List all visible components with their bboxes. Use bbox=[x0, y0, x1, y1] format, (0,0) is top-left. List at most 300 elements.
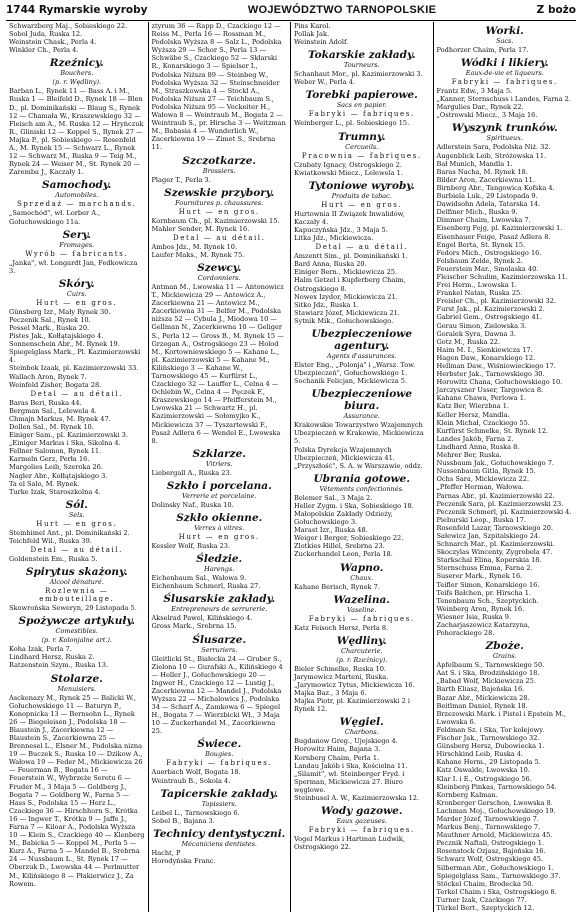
listing-entry: Nussenbaum Gitla, Rynek 15. bbox=[436, 467, 536, 476]
section-subtitle: Chaux. bbox=[350, 573, 374, 582]
listing-entry: Einiger Bern., Mickiewicza 25. bbox=[294, 268, 398, 277]
header-title: WOJEWÓDZTWO TARNOPOLSKIE bbox=[247, 4, 437, 16]
listing-entry: Gabriel Gem., Ostrogskiego 41. bbox=[436, 313, 542, 322]
listing-entry: „Pfeffer Herman, Wałowa. bbox=[436, 483, 524, 492]
subsection-label: Detal — au détail. bbox=[173, 233, 266, 242]
subsection-label: Hurt — en gros. bbox=[321, 200, 403, 209]
listing-entry: Klein Michał, Czackiego 55. bbox=[436, 418, 530, 427]
listing-entry: Kessler Wolf, Ruska 23. bbox=[151, 542, 231, 551]
section-subtitle: Vitriers. bbox=[205, 459, 233, 468]
listing-entry: Sałewicz Jan, Szpitalskiego 24. bbox=[436, 531, 541, 540]
listing-entry: Bieler Schmelke, Ruska 10. bbox=[294, 664, 387, 673]
subsection-label: Fabryki — fabriques. bbox=[308, 110, 415, 119]
subsection-label: Pracownia — fabriques. bbox=[301, 151, 422, 160]
section-heading: Szczotkarze. bbox=[182, 154, 257, 167]
listing-entry: Baras Nacha, M. Rynek 18. bbox=[436, 167, 528, 176]
section-heading: Stolarze. bbox=[50, 672, 103, 685]
listing-entry: Mehrer Ber, Ruska. bbox=[436, 451, 502, 460]
subsection-label: Rozlewnia — embouteillage. bbox=[39, 587, 115, 604]
listing-entry: Apfelbaum S., Tarnowskiego 50. bbox=[436, 661, 545, 670]
subsection-label: Wyrób — fabricants. bbox=[25, 249, 129, 258]
subsection-label: Hurt — en gros. bbox=[178, 207, 260, 216]
listing-entry: Weintraub B., Sokola 4. bbox=[151, 776, 231, 785]
listing-entry: Dolinsky Naf., Ruska 10. bbox=[151, 500, 234, 509]
directory-page bbox=[6, 4, 576, 912]
subsection-label: Hurt — en gros. bbox=[36, 519, 118, 528]
section-heading: Szewskie przybory. bbox=[164, 186, 275, 199]
listing-entry: Wiesner Isia, Ruska 9. bbox=[436, 612, 512, 621]
listing-entry: Akselrad Pawel, Kilińskiego 4. bbox=[151, 614, 253, 623]
section-heading: Świece. bbox=[197, 738, 242, 751]
header-left: 1744 Rymarskie wyroby bbox=[6, 4, 148, 16]
listing-entry: Steinbok Izaak, pl. Kazimierzowski 33. bbox=[9, 364, 139, 373]
listing-entry: Pollak Jak. bbox=[294, 30, 330, 39]
section-subtitle: Entrepreneurs de serrurerie. bbox=[171, 605, 268, 614]
section-subtitle: Agents d'assurances. bbox=[326, 351, 397, 360]
section-subtitle: Fromages. bbox=[59, 240, 95, 249]
section-heading: Wódki i likiery. bbox=[460, 57, 549, 70]
listing-entry: Katz Feisoch Hersz, Perla 8. bbox=[294, 623, 389, 632]
listing-entry: Katz Ber, Wierzbna 1. bbox=[436, 402, 510, 411]
listing-entry: Kornbaum Ch., pl. Kazimierzowski 15. bbox=[151, 216, 280, 225]
listing-entry: Hurtownia II Związek Inwalidów, Kaczały 4. bbox=[294, 209, 405, 226]
section-heading: Torebki papierowe. bbox=[305, 89, 418, 102]
listing-entry: Zacharjaszewicz Katarzyna, Pohorackiego 28. bbox=[436, 621, 530, 638]
section-subtitle: (p. r. Rzeźnicy). bbox=[336, 655, 388, 664]
listing-entry: Fleischer Schulim, Kazimierzowska 11. bbox=[436, 272, 568, 281]
listing-entry: Keller Hersz, Mandla. bbox=[436, 410, 510, 419]
listing-entry: Starkschal Elina, Koperskia 18. bbox=[436, 556, 542, 565]
listing-entry: Silberman Abr., Gołuchowskiego 1. bbox=[436, 863, 554, 872]
listing-entry: Baras Beri, Ruska 44. bbox=[9, 398, 82, 407]
listing-entry: Litka Jdz., Mickiewicza. bbox=[294, 234, 374, 243]
listing-entry: Mauthner Arnold, Mickiewicza 45. bbox=[436, 831, 553, 840]
listing-entry: Asckenazy M., Rynek 25 — Balicki W., Gołuchowskiego 11 — Baturyn P., Konopnicka 13 — Bernsohn L., Rynek 26 — Biegeleisen J., Podolska 18 — Blaustein J., Zacerkiewna 12 — Blaustein S., Zacerkiewna 25 — Brennesel L., Elsner M., Podolska nizna 19 — Buczek S., Ruska 10 — Dzikow A., Wałowa 19 — Feder M., Mickiewicza 26 — Feuerman B., Bogata 16 — Feuerstein W., Wybrzeże Seretu 6 — Fruder M., 3 Maja 5 — Goldberg J., Bogata 7 — Goldberg W., Farna 5 — Hass S., Podolska 15 — Herz L., Czackiego 36 — Hirschhorn S., Krótka 16 — Ingwer T., Krótka 9 — Jaffe J., Farna 7 — Kiloar A., Podolska Wyższa 10 — Klein S., Czackiego 40 — Klenberg M., Babicka 5 — Koppel M., Perla 5 — Kurz A., Farna 5 — Mandel B., Srebrna 24 — Nussbaum Ł., St. Rynek 17 — Oberzuk D., Lwowska 44 — Perlmutter M., Kilińskiego 8 — Płakierwicz J., Za Rowem. bbox=[9, 693, 145, 888]
listing-entry: Steinhimel Ant., pl. Dominikański 2. bbox=[9, 528, 130, 537]
section-subtitle: Sacs. bbox=[496, 37, 514, 45]
section-subtitle: Sels. bbox=[68, 510, 85, 519]
listing-entry: Skowrońska Seweryn, 29 Listopada 5. bbox=[9, 604, 137, 613]
section-heading: Szkło okienne. bbox=[176, 512, 263, 525]
listing-entry: Adlerstein Sara, Podolska Niż. 32. bbox=[436, 143, 551, 152]
listing-entry: Spiegelglass Mark., Pl. Kazimierzowski 4. bbox=[9, 348, 141, 365]
listing-entry: Goralek Syra, Dawna 3. bbox=[436, 329, 516, 338]
listing-entry: Engel Berta, St. Rynek 15. bbox=[436, 240, 526, 249]
listing-entry: Vogel Markus i Hartman Ludwik, Ostrogskiego 22. bbox=[294, 835, 405, 852]
listing-entry: „Kanner, Sternschuss i Landes, Farna 2. bbox=[436, 95, 571, 104]
listing-entry: Teifler Simon, Konarskiego 16. bbox=[436, 580, 540, 589]
listing-entry: „Silamit", wł. Steinberger Fryd. i Sperman, Mickiewicza 27. Biuro węglowe. bbox=[294, 769, 405, 794]
listing-entry: Zuckerhandel Leon, Perla 18. bbox=[294, 550, 393, 559]
page-header bbox=[6, 4, 576, 21]
section-heading: Wody gazowe. bbox=[320, 805, 403, 818]
listing-entry: Zlotkies Hillel, Srebrna 23. bbox=[294, 542, 385, 551]
subsection-label: Fabryki — fabriques. bbox=[308, 826, 415, 835]
section-heading: Trumny. bbox=[337, 130, 386, 143]
listing-entry: Lachman Moj., Gołuchowskiego 19. bbox=[436, 806, 556, 815]
subsection-label: Sprzedaż — marchands. bbox=[17, 200, 137, 209]
listing-entry: Feuerstein Mar., Smolaska 40. bbox=[436, 264, 539, 273]
listing-entry: Dimmer Chaim, Lwowska 7. bbox=[436, 216, 531, 225]
listing-entry: Frankel Natan, Ruska 25. bbox=[436, 289, 523, 298]
listing-entry: Ratzenstein Szym., Ruska 13. bbox=[9, 661, 109, 670]
section-subtitle: Spiritueux. bbox=[486, 134, 523, 143]
section-heading: Wazelina. bbox=[333, 593, 390, 606]
listing-entry: Pistes Jak., Kołłątajskiego 4. bbox=[9, 332, 104, 341]
section-subtitle: Comestibles. bbox=[55, 627, 98, 636]
listing-entry: „Przyszłość", S. A. w Warszawie, oddz. bbox=[294, 461, 423, 470]
listing-entry: Schanhaut Mor., pl. Kazimierzowski 3. bbox=[294, 70, 423, 79]
listing-entry: Weber W., Perla 4. bbox=[294, 78, 356, 87]
listing-entry: Laufer Maks., M. Rynek 75. bbox=[151, 250, 245, 259]
subsection-label: Detal — au détail. bbox=[30, 389, 123, 398]
section-heading: Tokarskie zakłady. bbox=[307, 49, 416, 62]
listing-entry: Stöckel Chaim, Brodecka 50. bbox=[436, 879, 534, 888]
column-3 bbox=[291, 22, 434, 912]
subsection-label: Hurt — en gros. bbox=[36, 298, 118, 307]
listing-entry: Birnberg Abr., Tangowica Kofska 4. bbox=[436, 183, 555, 192]
section-heading: Worki. bbox=[485, 25, 524, 37]
listing-entry: Horowitz Chana, Gołuchowskiego 10. bbox=[436, 378, 563, 387]
section-subtitle: Produits de tabac. bbox=[331, 191, 392, 200]
listing-entry: Weinberg Aron, Rynek 16. bbox=[436, 604, 525, 613]
listing-entry: Gross Mark., Srebrna 15. bbox=[151, 622, 237, 631]
section-subtitle: (p. r. Wędliny). bbox=[52, 78, 102, 87]
listing-entry: Ochs Sara, Mickiewicza 22. bbox=[436, 475, 530, 484]
listing-entry: Rosenfeld Lazar, Tarnowskiego 20. bbox=[436, 523, 554, 532]
section-subtitle: Eaux-de-vie et liqueurs. bbox=[465, 69, 544, 78]
listing-entry: Barban L., Rynek 11 — Bass A. i M., Ruska 1 — Bleifeld D., Rynek 18 — Blen D., pl. Dominikański — Blaug S., Rynek 12 — Chamała W., Kraszewskiego 32 — Fleisch am A., M. Ruska 12 — Hryńczuk R., Gliniski 12 — Koppel S., Rynek 27 — Majka P., pl. Sobieskiego — Rosenfeld A., M. Rynek 15 — Schwarz L., Rynek 12 — Schwarz M., Ruska 9 — Teig M., Rynek 24 — Weiser M., St. Rynek 20 — Zaremba J., Kaczały 1. bbox=[9, 87, 144, 177]
listing-entry: Chmajn Markus, M. Rynek 47. bbox=[9, 414, 111, 423]
listing-entry: Suserer Mark., Rynek 16. bbox=[436, 572, 523, 581]
listing-entry: Fellner Salomon, Rynek 11. bbox=[9, 447, 102, 456]
listing-entry: Weinfeld Zisher, Bogata 28. bbox=[9, 380, 102, 389]
listing-entry: Kornberg Chaim, Perla 1. bbox=[294, 753, 380, 762]
listing-entry: Kleinberg Pinkas, Tarnowskiego 54. bbox=[436, 782, 557, 791]
section-heading: Śledzie. bbox=[196, 553, 243, 566]
listing-entry: Sternschuss Emma, Farna 2. bbox=[436, 564, 533, 573]
listing-entry: Turner Izak, Czackiego 77. bbox=[436, 895, 527, 904]
listing-entry: Gotz M., Ruska 22. bbox=[436, 337, 501, 346]
section-subtitle: Verrerie et porcelaine. bbox=[182, 491, 257, 500]
listing-entry: Teichfeld Wil., Ruska 39. bbox=[9, 536, 92, 545]
listing-entry: „Samochód", wł. Lorber A., Gołuchowskiego 11a. bbox=[9, 209, 101, 226]
section-subtitle: Fournitures p. chaussures. bbox=[175, 198, 264, 207]
section-heading: Wapno. bbox=[340, 561, 384, 574]
listing-entry: Bergman Sal., Lelewela 4. bbox=[9, 406, 97, 415]
column-2 bbox=[149, 22, 292, 912]
columns bbox=[6, 22, 576, 912]
listing-entry: Nagler Abr., Kołłątajskiego 3. bbox=[9, 471, 108, 480]
listing-entry: Podhorzer Chaim, Perla 17. bbox=[436, 46, 529, 54]
section-heading: Szklarze. bbox=[192, 447, 246, 460]
listing-entry: Kwiatkowski Miecz., Lelewela 1. bbox=[294, 168, 403, 177]
listing-entry: Horodyńska Franc. bbox=[151, 856, 216, 865]
section-subtitle: Bouchers. bbox=[60, 69, 94, 78]
section-subtitle: Automobiles. bbox=[55, 191, 99, 200]
listing-entry: ztyrum 36 — Rapp D., Czackiego 12 — Reiss M., Perla 16 — Rossman M., Podolska Wyższa 8 — Salz L., Podolska Wyższa 29 — Schor S., Perla 13 — Schwäbe S., Czackiego 52 — Skłarski R., Konarskiego 3 — Spielser I., Podolska Niższa 89 — Steinbeg W., Podolska Wyższa 32 — Steinschneider M., Straszkowska 4 — Stockl A., Podolska Niższa 27 — Teichbaum S., Podolska Niższa 95 — Veckeiter H., Wałowa 8 — Weintraub M., Bogata 2 — Weintraub S., pr. Hirscha 3 — Weitzman M., Babasia 4 — Wunderlich W., Zacerkiewna 19 — Zimet S., Srebrna 11. bbox=[151, 22, 286, 152]
subsection-label: Fabryki — fabriques. bbox=[308, 614, 415, 623]
listing-entry: Lindhard Anna, Ruska 8. bbox=[436, 442, 520, 451]
listing-entry: „Janka", wł. Longardt Jan, Fedkowicza 3. bbox=[9, 258, 138, 275]
section-subtitle: Grains. bbox=[492, 652, 517, 661]
section-subtitle: Charcuterie. bbox=[340, 646, 383, 655]
listing-entry: Sytnik Mik., Gołuchowskiego. bbox=[294, 316, 394, 325]
listing-entry: Gerau Simon, Zielowska 3. bbox=[436, 321, 527, 330]
section-subtitle: Brossiers. bbox=[202, 166, 236, 175]
listing-entry: Karmeln Gerz, Perła 16. bbox=[9, 455, 90, 464]
listing-entry: Skoczylas Wincenty, Zygrobela 47. bbox=[436, 548, 553, 557]
listing-entry: Frei Herm., Lwowska 1. bbox=[436, 281, 518, 290]
section-heading: Sól. bbox=[65, 498, 88, 511]
section-subtitle: Alcool dénaturé. bbox=[49, 578, 104, 587]
listing-entry: „Einiger Markus i Ska, Sikolna 4. bbox=[9, 439, 121, 448]
section-subtitle: Bougies. bbox=[205, 750, 234, 759]
listing-entry: Haim M. I., Sienkiewicza 17. bbox=[436, 345, 533, 354]
subsection-label: Detal — au détail. bbox=[30, 546, 123, 555]
section-heading: Ślusarze. bbox=[192, 633, 247, 646]
listing-entry: Weiger i Berger, Sobieskiego 22. bbox=[294, 534, 404, 543]
listing-entry: Weinberger L., pl. Sobieskiego 15. bbox=[294, 119, 410, 128]
listing-entry: Markus Benj., Tarnowskiego 7. bbox=[436, 823, 541, 832]
section-subtitle: Mécaniciens dentistes. bbox=[181, 839, 258, 848]
listing-entry: Rosenstock Ozjasz, Bajońska 16. bbox=[436, 847, 546, 856]
listing-entry: Schwarzberg Maj., Sobieskiego 22. bbox=[9, 22, 128, 30]
listing-entry: Beitlman Daniel, Rynek 18. bbox=[436, 701, 528, 710]
listing-entry: Pecznik Naftali, Ostrogskiego 1. bbox=[436, 839, 545, 848]
listing-entry: Turke Izak, Staroszkolna 4. bbox=[9, 487, 101, 496]
listing-entry: Brzezowski Mark. i Pistel i Epstein M., Lwowska 6. bbox=[436, 709, 567, 726]
header-right: Z bożo bbox=[536, 4, 576, 16]
listing-entry: Małopolskie Zakłady Odzieży, Gołuchowskiego 3. bbox=[294, 510, 393, 527]
section-subtitle: Cercueils. bbox=[345, 142, 379, 151]
subsection-label: Hurt — en gros. bbox=[178, 533, 260, 542]
listing-entry: Horowitz Haim, Bajana 3. bbox=[294, 745, 381, 754]
section-subtitle: Menuisiers. bbox=[57, 684, 97, 693]
listing-entry: Auerbach Wolf, Bogata 18. bbox=[151, 768, 241, 777]
listing-entry: Eichenbaum Sal., Wałowa 9. bbox=[151, 574, 247, 583]
section-heading: Tytoniowe wyroby. bbox=[308, 179, 415, 192]
listing-entry: Bazar Abr., Mickiewicza 28. bbox=[436, 693, 530, 702]
section-heading: Skóry. bbox=[58, 277, 95, 290]
listing-entry: Pieburski Leop., Ruska 17. bbox=[436, 515, 527, 524]
listing-entry: Jarymowicz Marteni, Ruska. bbox=[294, 672, 389, 681]
section-heading: Rzeźnicy. bbox=[49, 57, 104, 70]
listing-entry: Kronberger Gerschon, Lwowska 8. bbox=[436, 798, 553, 807]
listing-entry: Marast Izr., Ruska 48. bbox=[294, 526, 368, 535]
listing-entry: Goldenstein Em., Ruska 5. bbox=[9, 555, 98, 564]
listing-entry: Schwarz Wolf, Ostrogskiego 45. bbox=[436, 855, 544, 864]
listing-entry: Lindhard Hersz, Ruska 2. bbox=[9, 653, 95, 662]
section-heading: Szkło i porcelana. bbox=[166, 479, 272, 492]
listing-entry: Furst Jak., pl. Kazimierzowski 2. bbox=[436, 305, 545, 314]
listing-entry: Kurfürst Schmelke, St. Rynek 12. bbox=[436, 426, 549, 435]
listing-entry: Hagen Daw., Konarskiego 12. bbox=[436, 353, 536, 362]
listing-entry: Kornberg Kalman. bbox=[436, 790, 498, 799]
subsection-label: Fabryki — fabriques. bbox=[166, 759, 273, 768]
section-heading: Ubezpieczeniowe biura. bbox=[311, 388, 413, 413]
listing-entry: Peczenik Sal., Rynek 10. bbox=[9, 315, 91, 324]
listing-entry: Klar I. i E., Ostrogskiego 56. bbox=[436, 774, 532, 783]
listing-entry: Katz Oswalde, Lwowska 10. bbox=[436, 766, 530, 775]
listing-entry: Margulies Dar., Rynek 22. bbox=[436, 103, 524, 112]
listing-entry: Pins Karol. bbox=[294, 22, 331, 30]
section-heading: Ubezpieczeniowe agentury. bbox=[311, 327, 413, 352]
subsection-label: Detal — au détail. bbox=[315, 243, 408, 252]
listing-entry: Sochanik Felicjan, Mickiewicza 5. bbox=[294, 377, 408, 386]
listing-entry: Steinbusel A. W., Kazimierzowska 12. bbox=[294, 793, 420, 802]
listing-entry: Burbiela Luk., 29 Listopada 9. bbox=[436, 192, 538, 201]
section-subtitle: Tourneurs. bbox=[343, 61, 380, 70]
listing-entry: Fischer Jak., Tarnowskiego 32. bbox=[436, 734, 540, 743]
section-heading: Spożywcze artykuły. bbox=[18, 615, 135, 628]
section-heading: Wędliny. bbox=[336, 634, 387, 647]
section-heading: Ślusarskie zakłady. bbox=[163, 593, 276, 606]
listing-entry: Hacht, P bbox=[151, 848, 181, 857]
listing-entry: Eisenhauer Feige, Pasaż Adlera 8. bbox=[436, 232, 551, 241]
listing-entry: Liebergall A., Ruska 23. bbox=[151, 468, 232, 477]
listing-entry: Krakowskie Towarzystwo Wzajemnych Ubezpieczeń w Krakowie, Mickiewicza 5. bbox=[294, 421, 424, 446]
listing-entry: Kahane Herm., 29 Listopada 5. bbox=[436, 758, 541, 767]
listing-entry: Gleitlicki St., Białecka 24 — Gruber S., Zielona 10 — Gurafski A., Kilińskiego 4 — Heller J., Gołuchowskiego 20 — Ingwer H., Czackiego 12 — Lustig J., Zacerkiewna 12 — Mandel J., Podolska Wyższa 22 — Michalowics J., Podolska 34 — Scharf A., Zamkowa 6 — Spiegel H., Bogata 7 — Wierzbicki Wł., 3 Maja 10 — Zuckerhandel M., Zacerkiewna 25. bbox=[151, 654, 283, 736]
listing-entry: Aat S. i Ska, Brodzińskiego 18. bbox=[436, 669, 540, 678]
listing-entry: „Ostrowski Miecz., 3 Maja 16. bbox=[436, 111, 538, 120]
section-subtitle: Cuirs. bbox=[66, 289, 87, 298]
section-subtitle: Cordonniers. bbox=[197, 273, 241, 282]
listing-entry: Sitko Jdz., Ruska 1. bbox=[294, 300, 359, 309]
listing-entry: Czubaty Ignacy, Ostrogskiego 2. bbox=[294, 160, 402, 169]
section-subtitle: Harengs. bbox=[204, 565, 235, 574]
listing-entry: „Jarymowicz Tytus, Mickiewicza 16. bbox=[294, 680, 415, 689]
listing-entry: Majka Piotr, pl. Kazimierzowski 2 i Rynek 12. bbox=[294, 697, 410, 714]
listing-entry: Polska Dyrekcja Wzajemnych Ubezpieczeń, Mickiewicza 41. bbox=[294, 445, 395, 462]
listing-entry: Hirschkind Leib, Ruska 4. bbox=[436, 750, 524, 759]
listing-entry: „Babad Wolf, Mickiewicza 25. bbox=[436, 677, 536, 686]
listing-entry: Bilder Aron, Zacerkiewna 11. bbox=[436, 175, 535, 184]
listing-entry: Augenblick Leib, Stróżowska 11. bbox=[436, 151, 547, 160]
listing-entry: Peczenik Schmerl, pl. Kazimierzowski 4. bbox=[436, 507, 572, 516]
section-heading: Tapicerskie zakłady. bbox=[160, 787, 279, 800]
listing-entry: Pessel Mark., Ruska 20. bbox=[9, 323, 90, 332]
listing-entry: Feldman Sz. i Ska, Tor kolejowy. bbox=[436, 725, 545, 734]
listing-entry: Plager T., Perla 3. bbox=[151, 175, 211, 184]
listing-entry: Belemer Sal., 3 Maja 2. bbox=[294, 493, 373, 502]
section-subtitle: Sacs en papier. bbox=[336, 101, 387, 110]
listing-entry: Barth Eliasz, Bajeńska 16. bbox=[436, 685, 525, 694]
section-heading: Węgiel. bbox=[339, 716, 384, 729]
section-subtitle: Vaseline. bbox=[347, 605, 377, 614]
column-4 bbox=[434, 22, 577, 912]
listing-entry: Weinstein Chask., Perla 4. bbox=[9, 38, 97, 47]
section-subtitle: Verres à vitres. bbox=[194, 524, 245, 533]
listing-entry: Sonnenschein Abr., M. Rynek 19. bbox=[9, 340, 120, 349]
listing-entry: Günsberg Izr., Mały Rynek 30. bbox=[9, 307, 111, 316]
listing-entry: Einiger Sam., pl. Kazimierzowski 3. bbox=[9, 431, 128, 440]
section-heading: Szewcy. bbox=[197, 261, 242, 274]
listing-entry: Günsberg Hersz, Dubowiecka 1. bbox=[436, 742, 545, 751]
section-subtitle: Tapissiers. bbox=[201, 799, 237, 808]
subsection-label: Fabryki — fabriques. bbox=[451, 78, 558, 87]
listing-entry: Bał Munich, Mandla 1. bbox=[436, 159, 513, 168]
listing-entry: Winkler Ch., Perla 4. bbox=[9, 46, 79, 55]
listing-entry: Freisler Ch., pl. Kazimierzowski 32. bbox=[436, 297, 556, 306]
section-subtitle: Assurance. bbox=[343, 412, 380, 421]
listing-entry: Teifs Bałchen, pr. Hirscha 1. bbox=[436, 588, 532, 597]
listing-entry: Tenenbaum Sch., Szeptyckich. bbox=[436, 596, 539, 605]
listing-entry: Eichenbaum Schmerl, Ruska 27. bbox=[151, 582, 261, 591]
section-heading: Samochody. bbox=[42, 179, 112, 192]
listing-entry: Antman M., Lwowska 11 — Antonowicz T., Mickiewicza 29 — Antowicz A., Zacerkiewna 21 — Antowicz M., Zacerkiewna 31 — Belfer M., Podolska niższa 52 — Cybula J., Miodowa 10 — Gellman N., Zacerkiewna 10 — Geliger S., Perla 12 — Gross B., M. Rynek 15 — Grzegan A., Ostrogskiego 23 — Holod M., Kortowniewskiego 5 — Kahane L., pl. Kazimierzowski 5 — Kahane M., Kilińskiego 3 — Kahane W., Tarnowskiego 45 — Kurfürst L., Czackiego 32 — Lauffer L., Celna 4 — Ochlebin W., Celna 4 — Pęczek F., Kraszewskiego 14 — Pfeifferstein M., Lwowska 21 — Schwartz H., pl. Kazimierzowski — Sołomyjko K., Mickiewicza 37 — Tyszartewski F., Pasaż Adlera 6 — Wendel E., Lwowska 8. bbox=[151, 282, 284, 445]
column-1 bbox=[6, 22, 149, 912]
listing-entry: Jarczyszner Usser, Targowica 8. bbox=[436, 386, 544, 395]
listing-entry: Ta el Salo, M. Rynek. bbox=[9, 479, 80, 488]
listing-entry: Landau Jakób i Ska, Kościelna 11. bbox=[294, 761, 408, 770]
listing-entry: Bard Anna, Ruska 20. bbox=[294, 260, 367, 269]
listing-entry: Spiegelglass Sam., Tarnowskiego 37. bbox=[436, 871, 561, 880]
section-heading: Wyszynk trunków. bbox=[451, 122, 558, 135]
listing-entry: Amzentt Sim., pl. Dominikański 1. bbox=[294, 252, 408, 261]
section-heading: Spirytus skażony. bbox=[25, 566, 128, 579]
listing-entry: Landes Jakób, Farna 2. bbox=[436, 434, 514, 443]
listing-entry: Ambos Jdz., M. Rynek 10. bbox=[151, 242, 238, 251]
listing-entry: Delfiner Mich., Ruska 9. bbox=[436, 208, 518, 217]
listing-entry: Marder Józef, Tarnowskiego 7. bbox=[436, 814, 539, 823]
listing-entry: Frantz Edw., 3 Maja 5. bbox=[436, 87, 513, 96]
section-subtitle: Eaux gazeuses. bbox=[336, 817, 388, 826]
listing-entry: Majka Baz., 3 Maja 6. bbox=[294, 689, 367, 698]
listing-entry: Stawiarz Józef, Mickiewicza 21. bbox=[294, 308, 400, 317]
listing-entry: Parnas Abr., pl. Kazimierzowski 22. bbox=[436, 491, 555, 500]
listing-entry: Nussbaum Jak., Gołuchowskiego 7. bbox=[436, 459, 555, 468]
listing-entry: Sobel B., Bajana 3. bbox=[151, 816, 215, 825]
listing-entry: Hellman Daw., Wiśniowieckiego 17. bbox=[436, 362, 556, 370]
listing-entry: Koha Izak, Perla 7. bbox=[9, 645, 72, 654]
section-heading: Technicy dentystyczni. bbox=[153, 827, 286, 840]
section-heading: Sery. bbox=[62, 228, 91, 241]
section-subtitle: (p. r. Kolonjalne art.). bbox=[41, 636, 112, 645]
listing-entry: Wallach Aron, Rynek 7. bbox=[9, 372, 87, 381]
listing-entry: Margolies Leib, Szeroka 26. bbox=[9, 463, 103, 472]
section-heading: Ubrania gotowe. bbox=[313, 472, 410, 485]
listing-entry: Schnarch Mar., pl. Kazimierzowski. bbox=[436, 540, 555, 549]
listing-entry: Dollen Sal., M. Rynek 10. bbox=[9, 423, 94, 431]
listing-entry: Elster Eng., „Polonja" i „Warsz. Tow. Ubezpieczeń", Gołuchowskiego 1. bbox=[294, 360, 416, 378]
listing-entry: Halm Getzel i Kupferberg Chaim, Ostrogskiego 8. bbox=[294, 276, 406, 293]
listing-entry: Peczenik Sara, pl. Kazimierzowski 23. bbox=[436, 499, 564, 508]
listing-entry: Herbster Jak., Tarnowskiego 30. bbox=[436, 370, 545, 379]
listing-entry: Terkel Chaim i Ska, Ostrogskiego 8. bbox=[436, 887, 557, 896]
listing-entry: Nowex Izydor, Mickiewicza 21. bbox=[294, 292, 398, 301]
listing-entry: Dawidsohn Adela, Tatarska 14. bbox=[436, 200, 541, 209]
section-subtitle: Vêtements confectionnés. bbox=[319, 484, 404, 493]
listing-entry: Bugdanow Greg., Ujejskiego 4. bbox=[294, 737, 398, 746]
listing-entry: Heller Zygm. i Ska, Sobieskiego 18. bbox=[294, 501, 414, 510]
listing-entry: Sobol Juda, Ruska 12. bbox=[9, 30, 83, 39]
section-subtitle: Charbons. bbox=[344, 728, 379, 737]
listing-entry: Eisenberg Fejg, pl. Kazimierzowski 1. bbox=[436, 224, 563, 233]
section-heading: Zboże. bbox=[485, 640, 524, 653]
listing-entry: Felsbaum Zelde, Rynek 2. bbox=[436, 256, 523, 265]
listing-entry: Weinstein Adolf. bbox=[294, 38, 349, 47]
listing-entry: Fedors Mich., Ostrogskiego 16. bbox=[436, 248, 542, 257]
listing-entry: Kapuczyńska Jdz., 3 Maja 5. bbox=[294, 225, 388, 234]
listing-entry: Mahler Sender, M. Rynek 16. bbox=[151, 224, 250, 233]
section-subtitle: Serruriers. bbox=[201, 645, 238, 654]
listing-entry: Kahane Berisch, Rynek 7. bbox=[294, 582, 380, 591]
listing-entry: Kahane Chawa, Perlowa 1. bbox=[436, 394, 527, 403]
listing-entry: Leibel L., Tarnowskiego 6. bbox=[151, 808, 240, 817]
listing-entry: Türkel Bert., Szeptyckich 12. bbox=[436, 904, 535, 912]
